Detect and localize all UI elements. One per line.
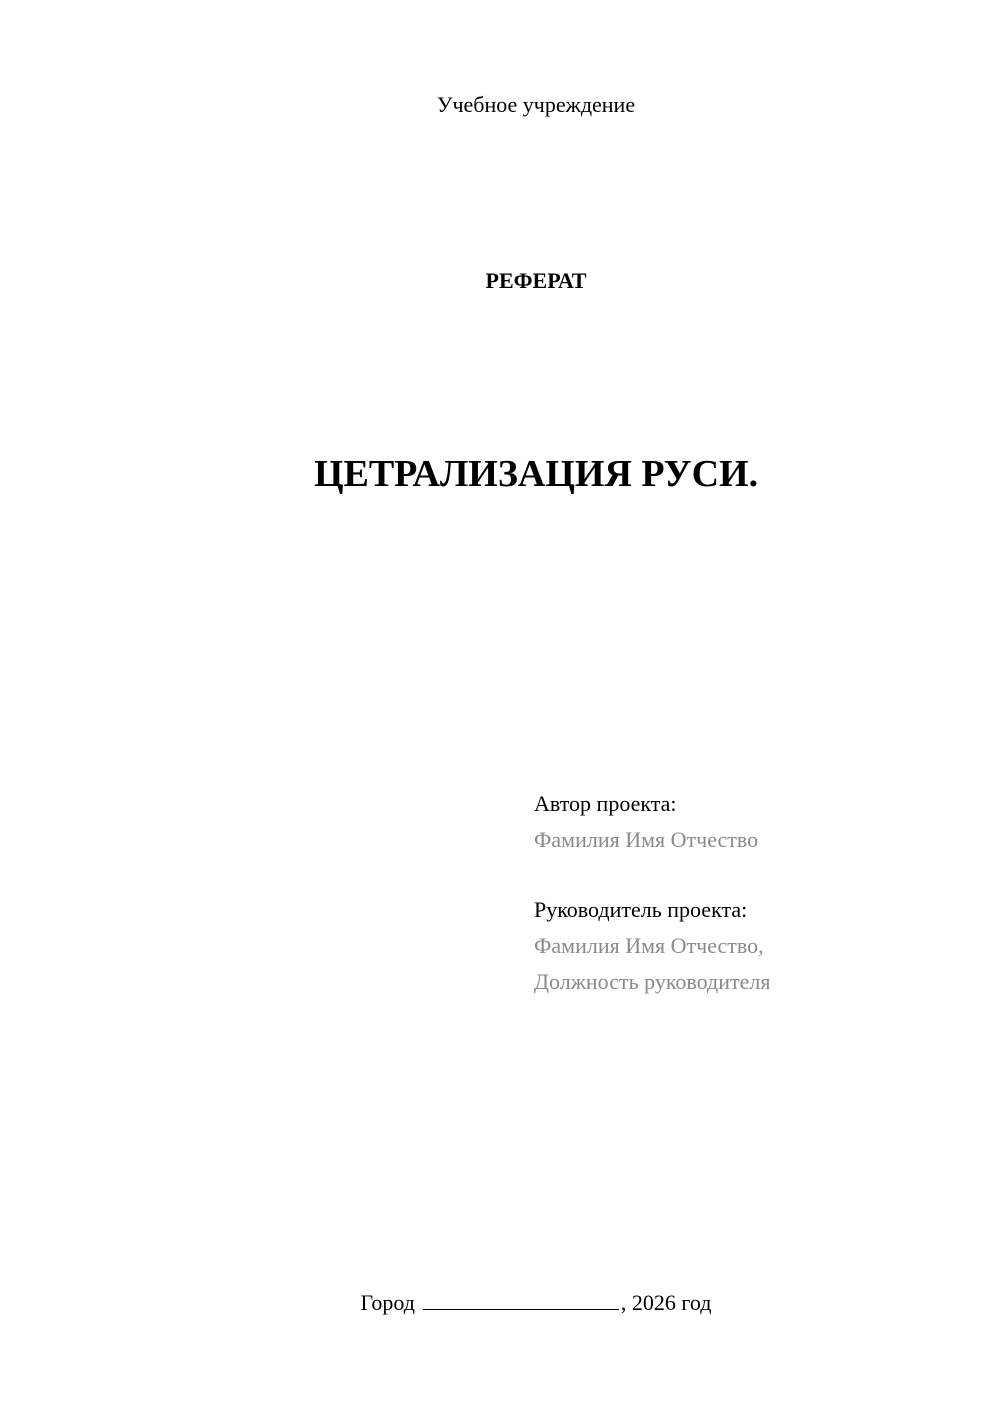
institution-name: Учебное учреждение — [436, 92, 636, 117]
supervisor-name: Фамилия Имя Отчество, — [534, 933, 764, 958]
signature-block — [534, 786, 770, 1000]
author-label: Автор проекта: — [534, 791, 677, 816]
city-year-line — [0, 1289, 1000, 1316]
supervisor-label: Руководитель проекта: — [534, 897, 748, 922]
signature-spacer — [534, 858, 770, 892]
author-name: Фамилия Имя Отчество — [534, 827, 759, 852]
city-blank-line — [423, 1289, 619, 1310]
supervisor-position: Должность руководителя — [534, 969, 771, 994]
document-type: РЕФЕРАТ — [485, 268, 587, 293]
document-title: ЦЕТРАЛИЗАЦИЯ РУСИ. — [313, 453, 759, 495]
city-label: Город — [360, 1290, 415, 1315]
year-text: , 2026 год — [620, 1290, 712, 1315]
